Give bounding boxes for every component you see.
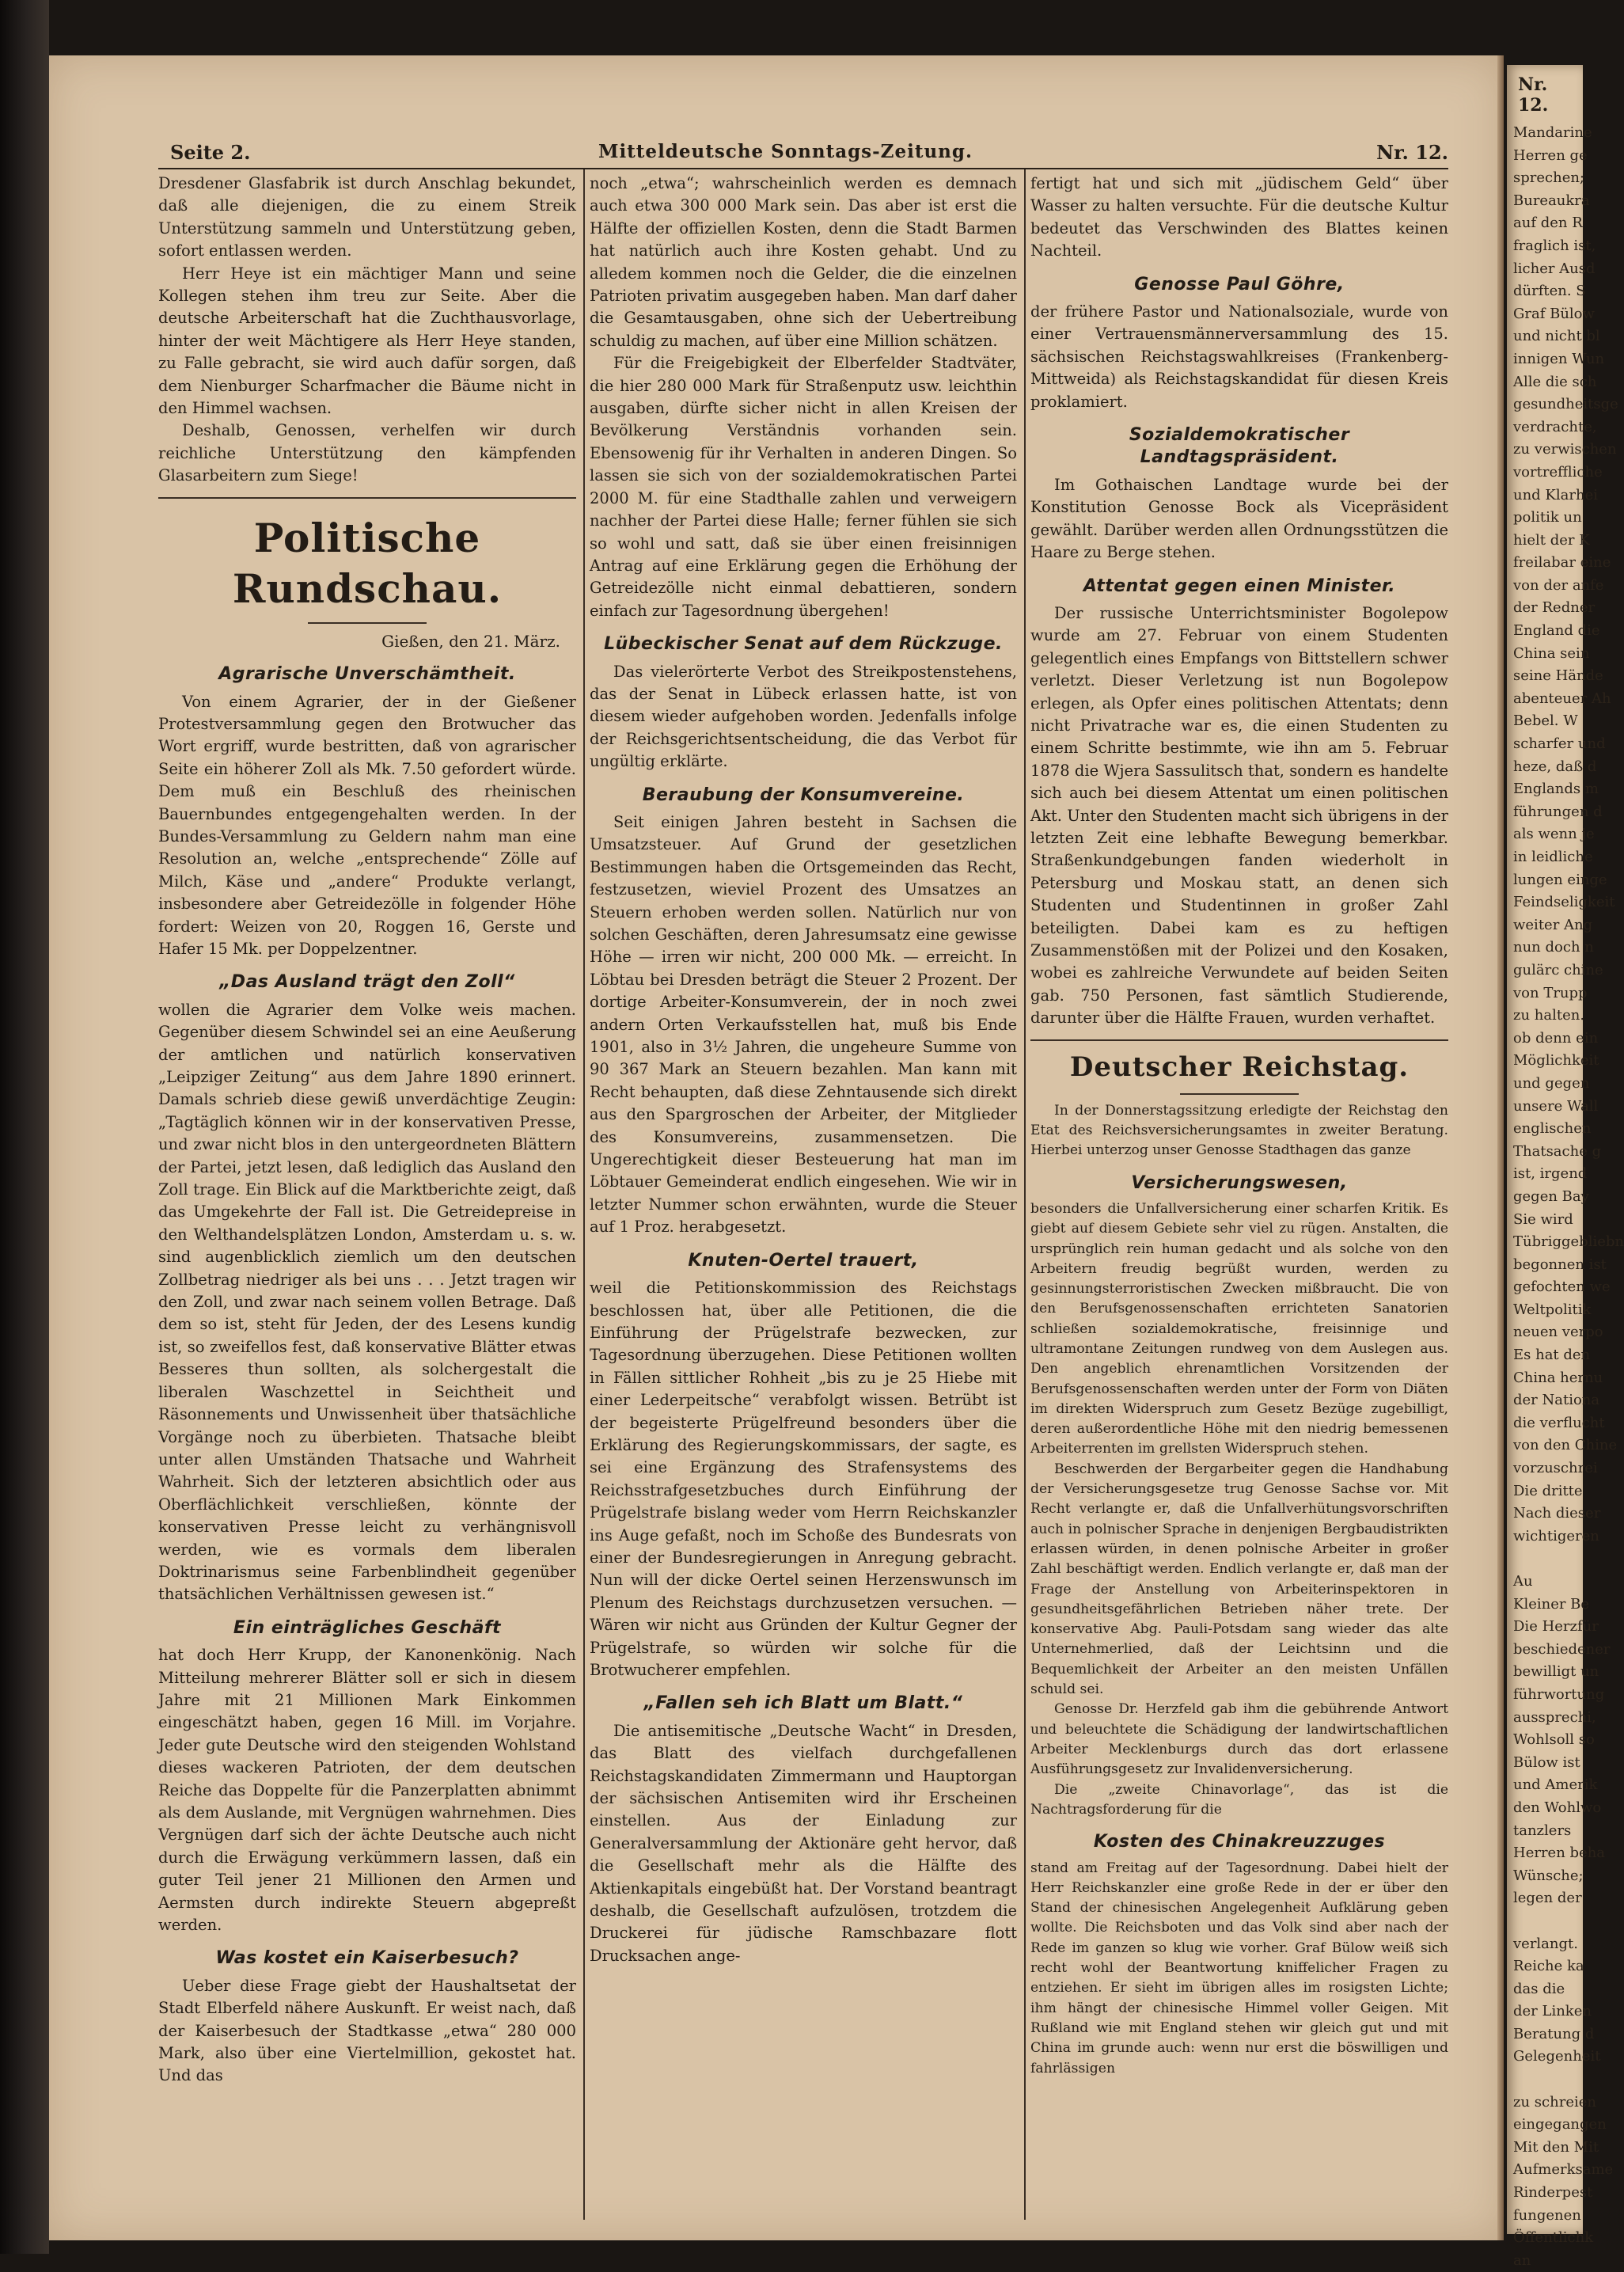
page-gutter [1497,55,1504,2240]
next-page-line [1507,2069,1583,2092]
next-page-line: begonnen ist [1513,1256,1607,1273]
section-title: Deutscher Reichstag. [1069,1051,1410,1083]
next-page-line: und gegen [1513,1074,1590,1092]
next-page-line: zu halten. [1513,1007,1585,1024]
title-rule [308,622,427,624]
page-header [123,141,1448,168]
next-page-line: freilabar eine [1513,554,1611,572]
article-heading: „Das Ausland trägt den Zoll“ [219,972,515,993]
next-page-line: von der anfe [1513,576,1604,594]
next-page-line: Nach dieser [1513,1505,1601,1522]
next-page-line: an [1513,2251,1531,2269]
next-page-line: Graf Bülow [1513,305,1595,322]
header-rule [158,168,1448,169]
next-page-line: Tübriggebliebn [1513,1233,1624,1251]
next-page-line: die verflucht [1513,1414,1605,1431]
next-page-line: von den Chine [1513,1437,1618,1454]
next-page-line: Reiche ka [1513,1958,1584,1975]
next-page-line: legen der [1513,1890,1582,1907]
article-paragraph: In der Donnerstagssitzung erledigte der Reichstag den Etat des Reichsversicherungsamtes in zweiter Beratung. Hierbei unterzog unser Genosse Stadthagen das ganze [1030,1102,1448,1159]
next-page-line: lungen einge [1513,871,1607,888]
next-page-line: als wenn je [1513,826,1595,843]
article-paragraph: Der russische Unterrichtsminister Bogolepow wurde am 27. Februar von einem Studenten gelegentlich eines Empfangs von Bittstellern schwer verletzt. Dieser Verletzung ist nun Bogolepow erlegen, als Opfer eines politischen Attentats; denn nicht Privatrache war es, die einen Studenten zu einem Schritte bestimmte, wie ihn am 5. Februar 1878 die Wjera Sassulitsch that, sondern es handelte sich auch bei diesem Attentat um einen politischen Akt. Unter den Studenten macht sich übrigens in der letzten Zeit eine lebhafte Bewegung bemerkbar. Straßenkundgebungen fanden wiederholt in Petersburg und Moskau statt, an denen sich Studenten und Studentinnen in großer Zahl beteiligten. Dabei kam es zu heftigen Zusammenstößen mit der Polizei und den Kosaken, wobei es zahlreiche Verwundete auf beiden Seiten gab. 750 Personen, fast sämtlich Studierende, darunter über die Hälfte Frauen, wurden verhaftet. [1030,603,1448,1028]
newspaper-title: Mitteldeutsche Sonntags-Zeitung. [598,141,973,162]
next-page-line: Sie wird [1513,1210,1573,1228]
next-page-line: Alle die sch [1513,373,1597,390]
next-page-line: Weltpolitik [1513,1301,1592,1318]
next-page-line: Au [1513,1573,1533,1590]
next-page-line: Kleiner Be [1513,1595,1590,1613]
article-paragraph: wollen die Agrarier dem Volke weis machen. Gegenüber diesem Schwindel sei an eine Aeußerung der amtlichen und natürlich konservativen „Leipziger Zeitung“ aus dem Jahre 1890 erinnert. Damals schrieb diese gewiß unverdächtige Zeugin: „Tagtäglich können wir in der konservativen Presse, und zwar nicht blos in den untergeordneten Blättern der Partei, jetzt lesen, daß lediglich das Ausland den Zoll trage. Ein Blick auf die Marktberichte zeigt, daß das Umgekehrte der Fall ist. Die Getreidepreise in den Welthandelsplätzen London, Amsterdam u. s. w. sind augenblicklich ziemlich um den deutschen Zollbetrag niedriger als bei uns . . . Jetzt tragen wir den Zoll, und zwar nach seinem vollen Betrage. Daß dem so ist, steht für Jeden, der des Lesens kundig ist, so zweifellos fest, daß konservative Blätter etwas Besseres thun sollten, als solchergestalt die liberalen Waschzettel in Seichtheit und Räsonnements und Unwissenheit über thatsächliche Vorgänge noch zu überbieten. Thatsache bleibt unter allen Umständen Thatsache und Wahrheit Wahrheit. Sich der letzteren absichtlich oder aus Oberflächlichkeit verschließen, könnte der konservativen Presse leicht zu verhängnisvoll werden, wie es vormals dem liberalen Doktrinarismus seine Farbenblindheit gegenüber thatsächlichen Verhältnissen gewesen ist.“ [158,1000,576,1604]
article-paragraph: Das vielerörterte Verbot des Streikpostenstehens, das der Senat in Lübeck erlassen hatte, ist von diesem wieder aufgehoben worden. Jedenfalls infolge der Reichsgerichtsentscheidung, die das Verbot für ungültig erklärte. [590,662,1017,771]
article-paragraph: der frühere Pastor und Nationalsoziale, wurde von einer Vertrauensmännerversammlung des 15. sächsischen Reichstagswahlkreises (Frankenberg-Mittweida) als Reichstagskandidat für diesen Kreis proklamiert. [1030,302,1448,411]
article-paragraph: Ueber diese Frage giebt der Haushaltsetat der Stadt Elberfeld nähere Auskunft. Er weist nach, daß der Kaiserbesuch der Stadtkasse „etwa“ 280 000 Mark, also über eine Viertelmillion, gekostet hat. Und das [158,1976,576,2085]
article-paragraph: besonders die Unfallversicherung einer scharfen Kritik. Es giebt auf diesem Gebiete sehr viel zu rügen. Anstalten, die ursprünglich rein human gedacht und als solche von den Arbeitern freudig begrüßt wurden, werden zu gesinnungsterroristischen Zwecken mißbraucht. Die von den Berufsgenossenschaften errichteten Sanatorien schließen sozialdemokratische, freisinnige und ultramontane Zeitungen rundweg von dem Auslegen aus. Den angeblich ehrenamtlichen Vorsitzenden der Berufsgenossenschaften werden unter der Form von Diäten im direkten Widerspruch zum Gesetz Bezüge zugebilligt, deren außerordentliche Höhe mit den niedrig bemessenen Arbeiterrenten im grellsten Widerspruch stehen. [1030,1200,1448,1457]
article-paragraph: Beschwerden der Bergarbeiter gegen die Handhabung der Versicherungsgesetze trug Genosse Sachse vor. Mit Recht verlangte er, daß die Unfallverhütungsvorschriften auch in polnischer Sprache in denjenigen Bergbaudistrikten erlassen würden, in denen polnische Arbeiter in großer Zahl beschäftigt werden. Endlich verlangte er, daß man der Frage der Anstellung von Arbeiterinspektoren in gesundheitsgefährlichen Betrieben näher trete. Der konservative Abg. Pauli-Potsdam sang wieder das alte Unternehmerlied, daß der Leichtsinn und die Bequemlichkeit der Arbeiter an den meisten Unfällen schuld sei. [1030,1461,1448,1698]
next-page-line: fraglich ist, [1513,237,1596,254]
next-page-line: England die [1513,622,1600,640]
next-page-line: vortreffliche [1513,463,1603,481]
article-paragraph: weil die Petitionskommission des Reichstags beschlossen hat, über alle Petitionen, die die Einführung der Prügelstrafe bezwecken, zur Tagesordnung überzugehen. Diese Petitionen wollten in Fällen sittlicher Rohheit „bis zu je 25 Hiebe mit einer Lederpeitsche“ verabfolgt wissen. Betrübt ist der begeisterte Prügelfreund besonders über die Erklärung des Regierungskommissars, der sagte, es sei eine Ergänzung des Strafensystems des Reichsstrafgesetzbuches durch Einführung der Prügelstrafe bislang weder vom Herrn Reichskanzler ins Auge gefaßt, noch im Schoße des Bundesrats von einer der Bundesregierungen in Anregung gebracht. Nun will der dicke Oertel seinen Herzenswunsch im Plenum des Reichstags durchzusetzen versuchen. — Wären wir nicht aus Gründen der Kultur Gegner der Prügelstrafe, so würden wir solche für die Brotwucherer empfehlen. [590,1278,1017,1679]
next-page-line: Herren ge [1513,146,1588,164]
column-2 [590,173,1017,2223]
next-page-line: Beratung d [1513,2025,1595,2042]
next-page-line: den Wohlwo [1513,1799,1602,1816]
next-page-line: verlangt. [1513,1935,1578,1952]
next-page-line: Gelegenheit [1513,2048,1601,2065]
next-page-line: zu schreien [1513,2093,1596,2111]
next-page-line: gefochten we [1513,1278,1611,1296]
next-page-line [1507,1910,1583,1933]
column-3 [1030,173,1448,2223]
article-paragraph: stand am Freitag auf der Tagesordnung. Dabei hielt der Herr Reichskanzler eine große Rede in der er über den Stand der chinesischen Angelegenheit Aufklärung geben wollte. Die Reichsboten und das Volk sind aber nach der Rede im ganzen so klug wie vorher. Graf Bülow weiß sich recht wohl der Beantwortung kniffelicher Fragen zu entziehen. Er sieht im übrigen alles im rosigsten Lichte; ihm hängt der chinesische Himmel voller Geigen. Mit Rußland wie mit England stehen wir gleich gut und mit China im grunde auch: wenn nur erst die böswilligen und fahrlässigen [1030,1860,1448,2076]
next-page-line: tanzlers [1513,1822,1572,1839]
next-page-line: Wohlsoll so [1513,1731,1595,1749]
next-page-line: Aufmerksame [1513,2161,1614,2179]
next-page-line: das die [1513,1980,1565,1997]
article-heading: Agrarische Unverschämtheit. [218,664,516,685]
next-page-line: beschiedener [1513,1640,1611,1658]
next-page-line: hielt der K [1513,531,1590,549]
next-page-line: ist, irgend [1513,1165,1588,1183]
article-heading: Beraubung der Konsumvereine. [642,785,965,805]
next-page-line: Es hat den [1513,1347,1591,1364]
next-page-line: Die Herzfür [1513,1618,1599,1636]
next-page-line: innigen Wun [1513,350,1605,367]
next-page-line: englischen [1513,1120,1592,1138]
column-1 [158,173,576,2223]
article-paragraph: noch „etwa“; wahrscheinlich werden es demnach auch etwa 300 000 Mark sein. Das aber ist erst die Hälfte der offiziellen Kosten, denn die Stadt Barmen hat natürlich auch ihre Kosten gehabt. Und zu alledem kommen noch die Gelder, die die einzelnen Patrioten privatim ausgegeben haben. Man darf daher die Gesamtausgaben, ohne sich der Uebertreibung schuldig zu machen, auf über eine Million schätzen. [590,174,1017,350]
article-heading: Lübeckischer Senat auf dem Rückzuge. [604,634,1003,655]
next-page-line: verdrachte, [1513,418,1597,435]
next-page-line: und Amerik [1513,1776,1598,1794]
next-page-line: bewilligt un [1513,1663,1599,1681]
next-page-line: Rinderpest [1513,2184,1593,2202]
article-paragraph: Von einem Agrarier, der in der Gießener Protestversammlung gegen den Brotwucher das Wort ergriff, wurde bestritten, daß von agrarischer Seite ein höherer Zoll als Mk. 7.50 gefordert würde. Dem muß ein Beschluß des rheinischen Bauernbundes entgegengehalten werden. In der Bundes-Versammlung zu Geldern nahm man eine Resolution an, welche „entsprechende“ Zölle auf Milch, Käse und „andere“ Produkte verlangt, insbesondere aber Getreidezölle in folgender Höhe fordert: Weizen von 20, Roggen 16, Gerste und Hafer 15 Mk. per Doppelzentner. [158,692,576,958]
article-paragraph: hat doch Herr Krupp, der Kanonenkönig. Nach Mitteilung mehrerer Blätter soll er sich in diesem Jahre mit 21 Millionen Mark Einkommen eingeschätzt haben, gegen 16 Mill. im Vorjahre. Jeder gute Deutsche wird den steigenden Wohlstand dieses wackeren Patrioten, der dem deutschen Reiche das Doppelte für die Panzerplatten abnimmt als dem Auslande, mit Vergnügen wahrnehmen. Dies Vergnügen darf sich der ächte Deutsche auch nicht durch die Erwägung verkümmern lassen, daß ein guter Teil jener 21 Millionen den Armen und Aermsten durch indirekte Steuern abgepreßt werden. [158,1646,576,1935]
article-paragraph: Deshalb, Genossen, verhelfen wir durch reichliche Unterstützung den kämpfenden Glasarbeitern zum Siege! [158,421,576,485]
article-paragraph: Seit einigen Jahren besteht in Sachsen die Umsatzsteuer. Auf Grund der gesetzlichen Bestimmungen haben die Ortsgemeinden das Recht, festzusetzen, wieviel Prozent des Umsatzes an Steuern erhoben werden sollen. Natürlich nur von solchen Geschäften, deren Jahresumsatz eine gewisse Höhe — irren wir nicht, 200 000 Mk. — erreicht. In Löbtau bei Dresden beträgt die Steuer 2 Prozent. Der dortige Arbeiter-Konsumverein, der in noch zwei andern Orten Verkaufsstellen hat, muß bis Ende 1901, also in 3½ Jahren, die ungeheure Summe von 90 367 Mark an Steuern bezahlen. Man kann mit Recht behaupten, daß diese Zehntausende sich direkt aus den Spargroschen der Arbeiter, der Mitglieder des Konsumvereins, zusammensetzen. Die Ungerechtigkeit dieser Besteuerung hat man im Löbtauer Gemeinderat endlich eingesehen. Wie wir in letzter Nummer schon erwähnten, wurde die Steuer auf 1 Proz. herabgesetzt. [590,812,1017,1237]
next-page-line: neuen verpo [1513,1324,1603,1341]
article-paragraph: Die antisemitische „Deutsche Wacht“ in Dresden, das Blatt des vielfach durchgefallenen Reichstagskandidaten Zimmermann und Hauptorgan der sächsischen Antisemiten wird ihr Erscheinen einstellen. Aus der Einladung zur Generalversammlung der Aktionäre geht hervor, daß die Gesellschaft mehr als die Hälfte des Aktienkapitals eingebüßt hat. Der Vorstand beantragt deshalb, die Gesellschaft aufzulösen, trotzdem die Druckerei für jüdische Ramschbazare flott Drucksachen ange- [590,1721,1017,1965]
next-page-line: ob denn ein [1513,1029,1599,1047]
next-page-line: Die dritte [1513,1482,1583,1499]
next-page-line: abenteuer Ah [1513,690,1611,707]
next-page-line: licher Ausd [1513,260,1596,277]
article-paragraph: Für die Freigebigkeit der Elberfelder Stadtväter, die hier 280 000 Mark für Straßenputz usw. leichthin ausgaben, dürfte sicher nicht in allen Kreisen der Bevölkerung Verständnis vorhanden sein. Ebensowenig für ihr Verhalten in anderen Dingen. So lassen sie sich von der sozialdemokratischen Partei 2000 M. für eine Stadthalle zahlen und verweigern nachher der Partei diese Halle; ferner fühlen sie sich so wohl und satt, daß sie über einen freisinnigen Antrag auf eine Erklärung gegen die Erhöhung der Getreidezölle nicht einmal debattieren, sondern einfach zur Tagesordnung übergehen! [590,354,1017,620]
next-page-line: zu verwischen [1513,441,1617,458]
article-paragraph: fertigt hat und sich mit „jüdischem Geld“ über Wasser zu halten versuchte. Für die deutsche Kultur bedeutet das Verschwinden des Blattes keinen Nachteil. [1030,174,1448,260]
next-page-line: in leidliche [1513,849,1593,865]
next-page-line: und Klarhei [1513,486,1598,503]
article-heading: Genosse Paul Göhre, [1134,274,1345,294]
next-page-line: heze, daß d [1513,758,1597,775]
next-page-line: eingegangen [1513,2116,1607,2133]
next-page-line: Herren beha [1513,1845,1606,1862]
section-rule [1030,1039,1448,1041]
next-page-line: Möglichkeit [1513,1052,1599,1070]
next-page-line: Mandarine [1513,124,1592,141]
next-page-line: Bülow ist [1513,1753,1580,1771]
next-page-line: Englands m [1513,781,1599,798]
next-page-line: unsere Wall [1513,1097,1599,1115]
next-page-line: Mit den Mit [1513,2138,1599,2156]
next-page-line [1507,1548,1583,1571]
next-page-line: Öffentlichk [1513,2229,1594,2247]
next-page-line: gesundheitsge [1513,396,1618,413]
next-page-line: aussprechi, [1513,1708,1596,1726]
next-page-line: fungenen [1513,2206,1581,2224]
next-page-line: China hernu [1513,1369,1603,1386]
article-heading: Versicherungswesen, [1131,1172,1348,1193]
next-page-line: China sein [1513,644,1590,662]
column-rule [583,169,585,2220]
next-page-line: führungen d [1513,803,1603,820]
article-paragraph: Herr Heye ist ein mächtiger Mann und seine Kollegen stehen ihm treu zur Seite. Aber die deutsche Arbeiterschaft hat die Zuchthausvorlage, hinter der weit Mächtigere als Herr Heye standen, zu Falle gebracht, sie wird auch dafür sorgen, daß dem Nienburger Scharfmacher die Bäume nicht in den Himmel wachsen. [158,264,576,418]
next-page-line: weiter Ang [1513,916,1593,933]
dateline: Gießen, den 21. März. [381,631,560,651]
column-rule [1024,169,1026,2220]
issue-number: Nr. 12. [1376,141,1448,164]
article-heading: Kosten des Chinakreuzzuges [1093,1832,1386,1852]
book-binding [0,0,49,2254]
next-page-text [1507,122,1624,2272]
page-number: Seite 2. [170,141,251,164]
next-page-line: der Linken [1513,2003,1592,2020]
next-page-line: Thatsache g [1513,1142,1602,1160]
next-page-line: Wünsche; [1513,1867,1584,1884]
article-paragraph: Im Gothaischen Landtage wurde bei der Konstitution Genosse Bock als Vicepräsident gewählt. Darüber werden allen Ordnungsstützen die Haare zu Berge stehen. [1030,475,1448,562]
next-page-header: Nr. 12. [1518,74,1549,116]
section-rule [158,497,576,499]
next-page-line: politik un [1513,509,1582,526]
next-page-line: Bebel. W [1513,712,1578,730]
article-heading: Was kostet ein Kaiserbesuch? [215,1948,519,1969]
next-page-line: führwortung [1513,1685,1605,1703]
next-page-line: sprechen; [1513,169,1584,187]
next-page-line: der Redner [1513,599,1596,617]
next-page-line: nun doch n [1513,939,1594,956]
title-rule [1180,1093,1299,1095]
article-heading: „Fallen seh ich Blatt um Blatt.“ [643,1693,963,1714]
next-page-line: dürften. S [1513,283,1586,300]
next-page-line: und nicht bl [1513,328,1600,345]
next-page-line: gulärc chine [1513,961,1603,978]
next-page-line: seine Hände [1513,667,1603,685]
next-page-line: Feindseligkeit [1513,894,1615,911]
article-heading: Ein einträgliches Geschäft [233,1617,502,1638]
next-page-line: Bureaukra [1513,192,1590,209]
next-page-line: der Nationa [1513,1392,1600,1409]
next-page-line: scharfer und [1513,735,1606,753]
article-paragraph: Dresdener Glasfabrik ist durch Anschlag bekundet, daß alle diejenigen, die zu einem Streik Unterstützung sammeln und Unterstützung geben, sofort entlassen werden. [158,174,576,260]
next-page-line: gegen Bay [1513,1187,1589,1205]
article-heading: Knuten-Oertel trauert, [688,1250,919,1271]
next-page-line: auf den R [1513,215,1583,232]
next-page-line: vorzuschrei [1513,1460,1598,1477]
article-paragraph: Die „zweite Chinavorlage“, das ist die Nachtragsforderung für die [1030,1781,1448,1818]
section-title: Politische Rundschau. [232,514,503,612]
next-page-line: wichtigeren [1513,1527,1599,1544]
next-page-edge [1507,65,1624,2269]
article-heading: Sozialdemokratischer Landtagspräsident. [1129,425,1350,468]
article-paragraph: Genosse Dr. Herzfeld gab ihm die gebührende Antwort und beleuchtete die Schädigung der landwirtschaftlichen Arbeiter Mecklenburgs durch das dort erlassene Ausführungsgesetz zur Invalidenversicherung. [1030,1701,1448,1778]
article-heading: Attentat gegen einen Minister. [1083,576,1396,596]
next-page-line: von Trupp [1513,984,1588,1001]
